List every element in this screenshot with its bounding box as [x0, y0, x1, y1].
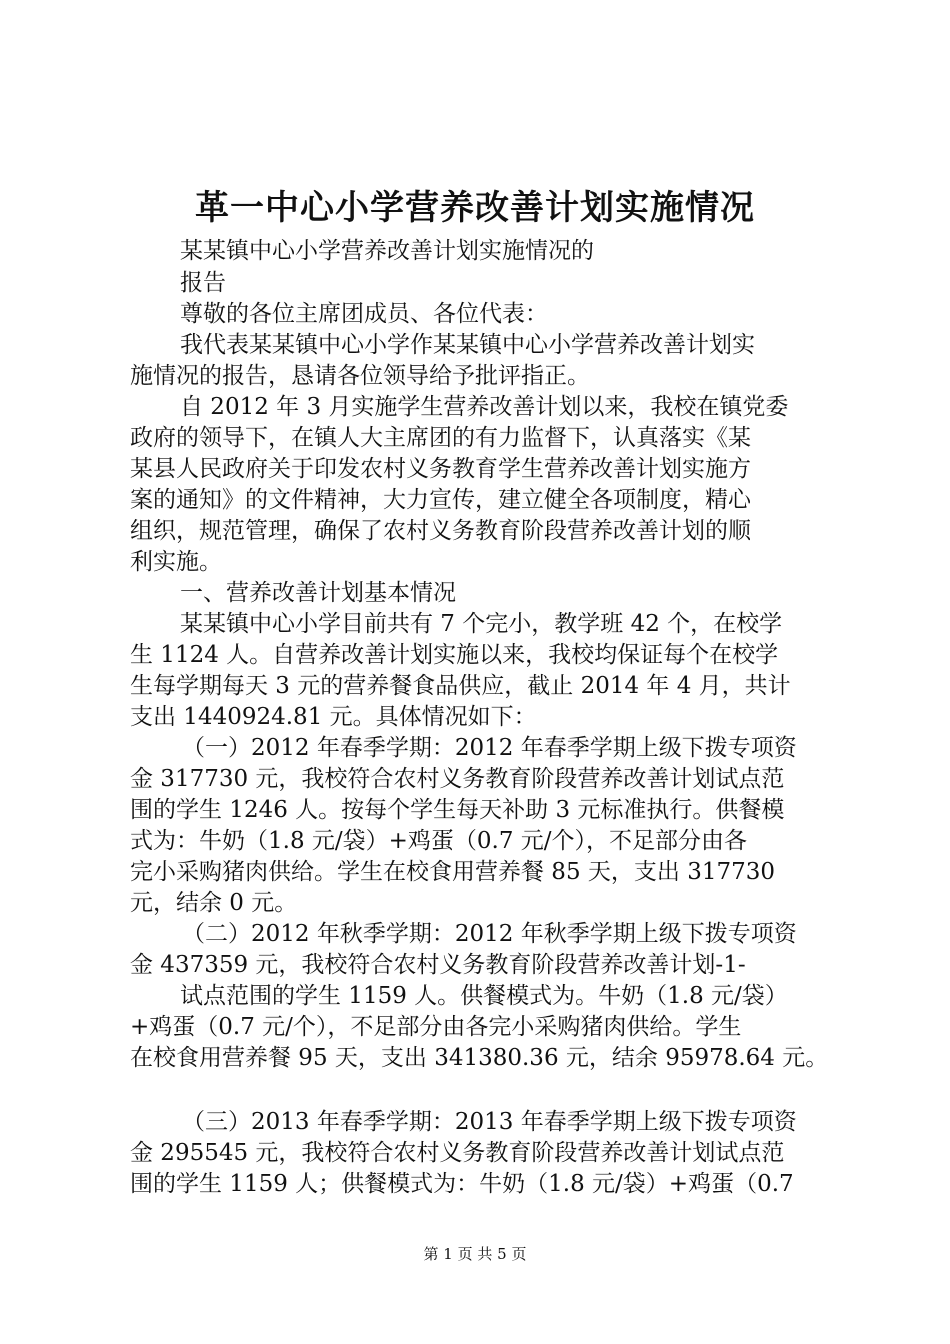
text-line: 金 295545 元，我校符合农村义务教育阶段营养改善计划试点范	[130, 1140, 785, 1166]
text-line: 施情况的报告，恳请各位领导给予批评指正。	[130, 363, 590, 389]
text-line: 围的学生 1159 人；供餐模式为：牛奶（1.8 元/袋）+鸡蛋（0.7	[130, 1171, 794, 1197]
text-line: 尊敬的各位主席团成员、各位代表：	[180, 301, 548, 327]
text-line: 金 317730 元，我校符合农村义务教育阶段营养改善计划试点范	[130, 766, 785, 792]
text-line: 利实施。	[130, 549, 222, 575]
page-footer: 第 1 页 共 5 页	[423, 1245, 527, 1263]
section-heading: 一、营养改善计划基本情况	[180, 580, 456, 606]
text-line: 自 2012 年 3 月实施学生营养改善计划以来，我校在镇党委	[180, 394, 789, 420]
text-line: 试点范围的学生 1159 人。供餐模式为。牛奶（1.8 元/袋）	[180, 983, 788, 1009]
text-line: 支出 1440924.81 元。具体情况如下：	[130, 704, 537, 730]
text-line: 生 1124 人。自营养改善计划实施以来，我校均保证每个在校学	[130, 642, 779, 668]
text-line: 某县人民政府关于印发农村义务教育学生营养改善计划实施方	[130, 456, 751, 482]
document-title: 革一中心小学营养改善计划实施情况	[195, 188, 755, 228]
text-line: 某某镇中心小学目前共有 7 个完小，教学班 42 个，在校学	[180, 611, 783, 637]
text-line: 政府的领导下，在镇人大主席团的有力监督下，认真落实《某	[130, 425, 751, 451]
text-line: 围的学生 1246 人。按每个学生每天补助 3 元标准执行。供餐模	[130, 797, 785, 823]
text-line: 案的通知》的文件精神，大力宣传，建立健全各项制度，精心	[130, 487, 751, 513]
text-line: 完小采购猪肉供给。学生在校食用营养餐 85 天，支出 317730	[130, 859, 775, 885]
text-line: 式为：牛奶（1.8 元/袋）+鸡蛋（0.7 元/个），不足部分由各	[130, 828, 748, 854]
text-line: （三）2013 年春季学期：2013 年春季学期上级下拨专项资	[182, 1109, 797, 1135]
text-line: （二）2012 年秋季学期：2012 年秋季学期上级下拨专项资	[182, 921, 797, 947]
text-line: 我代表某某镇中心小学作某某镇中心小学营养改善计划实	[180, 332, 755, 358]
text-line: 在校食用营养餐 95 天，支出 341380.36 元，结余 95978.64 元。	[130, 1045, 829, 1071]
text-line: 元，结余 0 元。	[130, 890, 298, 916]
text-line: 报告	[180, 270, 226, 296]
text-line: 某某镇中心小学营养改善计划实施情况的	[180, 238, 594, 264]
text-line: +鸡蛋（0.7 元/个），不足部分由各完小采购猪肉供给。学生	[130, 1014, 742, 1040]
text-line: 金 437359 元，我校符合农村义务教育阶段营养改善计划-1-	[130, 952, 746, 978]
text-line: 生每学期每天 3 元的营养餐食品供应，截止 2014 年 4 月，共计	[130, 673, 791, 699]
text-line: 组织，规范管理，确保了农村义务教育阶段营养改善计划的顺	[130, 518, 751, 544]
text-line: （一）2012 年春季学期：2012 年春季学期上级下拨专项资	[182, 735, 797, 761]
